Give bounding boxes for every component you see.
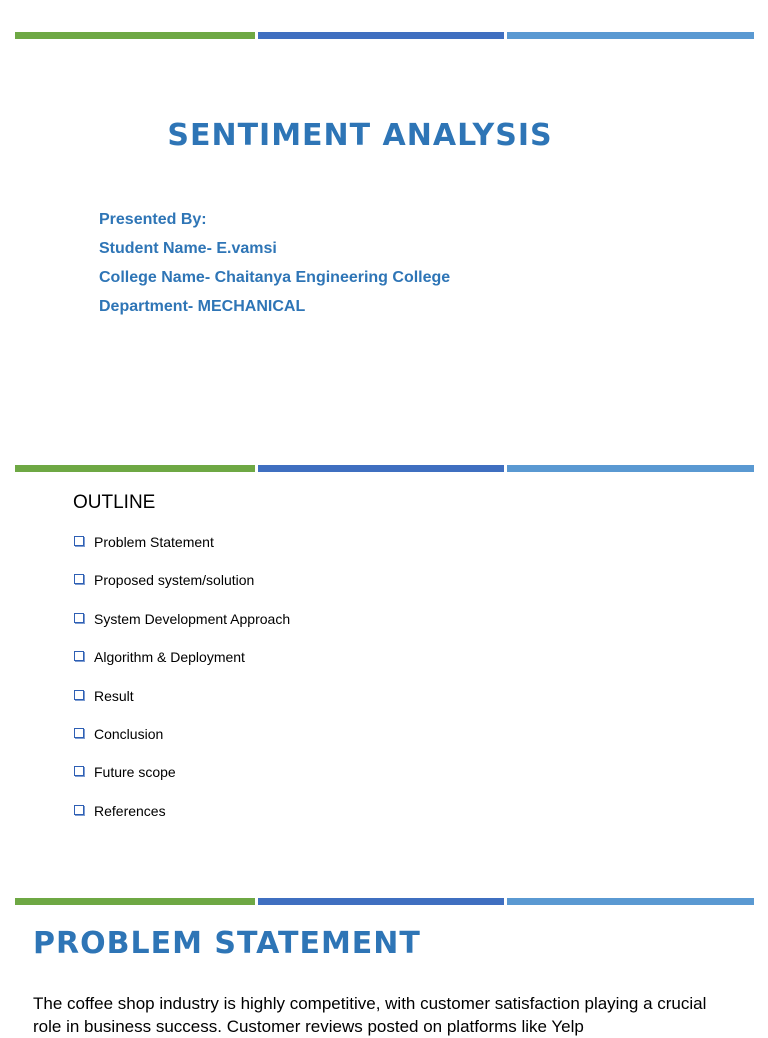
dark-blue-bar <box>258 898 504 905</box>
light-blue-bar <box>507 32 754 39</box>
outline-item-label: Conclusion <box>94 725 164 742</box>
green-bar <box>15 32 255 39</box>
checkbox-square-icon <box>74 651 84 661</box>
decorative-top-bars <box>15 898 754 906</box>
outline-item-label: References <box>94 802 166 819</box>
dark-blue-bar <box>258 32 504 39</box>
list-item <box>74 725 290 763</box>
slide-title: SENTIMENT ANALYSIS <box>167 118 553 153</box>
outline-title: OUTLINE <box>73 492 156 513</box>
problem-title: PROBLEM STATEMENT <box>33 926 421 961</box>
student-name: Student Name- E.vamsi <box>99 240 277 257</box>
checkbox-square-icon <box>74 728 84 738</box>
presented-by-label: Presented By: <box>99 211 207 228</box>
outline-item-label: Algorithm & Deployment <box>94 649 245 666</box>
checkbox-square-icon <box>74 613 84 623</box>
green-bar <box>15 465 255 472</box>
list-item <box>74 648 290 686</box>
checkbox-square-icon <box>74 805 84 815</box>
problem-body-text: The coffee shop industry is highly competitive, with customer satisfaction playing a crucial role in business success. Customer reviews posted on platforms like Yelp <box>33 994 707 1036</box>
outline-list <box>74 533 290 840</box>
checkbox-square-icon <box>74 690 84 700</box>
list-item <box>74 610 290 648</box>
list-item <box>74 571 290 609</box>
college-name: College Name- Chaitanya Engineering College <box>99 269 451 286</box>
list-item <box>74 687 290 725</box>
decorative-top-bars <box>15 32 754 40</box>
department: Department- MECHANICAL <box>99 298 306 315</box>
outline-item-label: Future scope <box>94 764 176 781</box>
outline-item-label: Problem Statement <box>94 534 214 550</box>
dark-blue-bar <box>258 465 504 472</box>
outline-item-label: System Development Approach <box>94 610 291 627</box>
checkbox-square-icon <box>74 536 84 546</box>
green-bar <box>15 898 255 905</box>
light-blue-bar <box>507 898 754 905</box>
list-item <box>74 763 290 801</box>
light-blue-bar <box>507 465 754 472</box>
list-item <box>74 533 290 571</box>
list-item <box>74 802 290 840</box>
checkbox-square-icon <box>74 766 84 776</box>
title-slide <box>0 0 768 460</box>
presenter-info <box>99 205 450 321</box>
decorative-top-bars <box>15 465 754 473</box>
checkbox-square-icon <box>74 574 84 584</box>
outline-item-label: Result <box>94 687 134 704</box>
outline-item-label: Proposed system/solution <box>94 572 255 589</box>
